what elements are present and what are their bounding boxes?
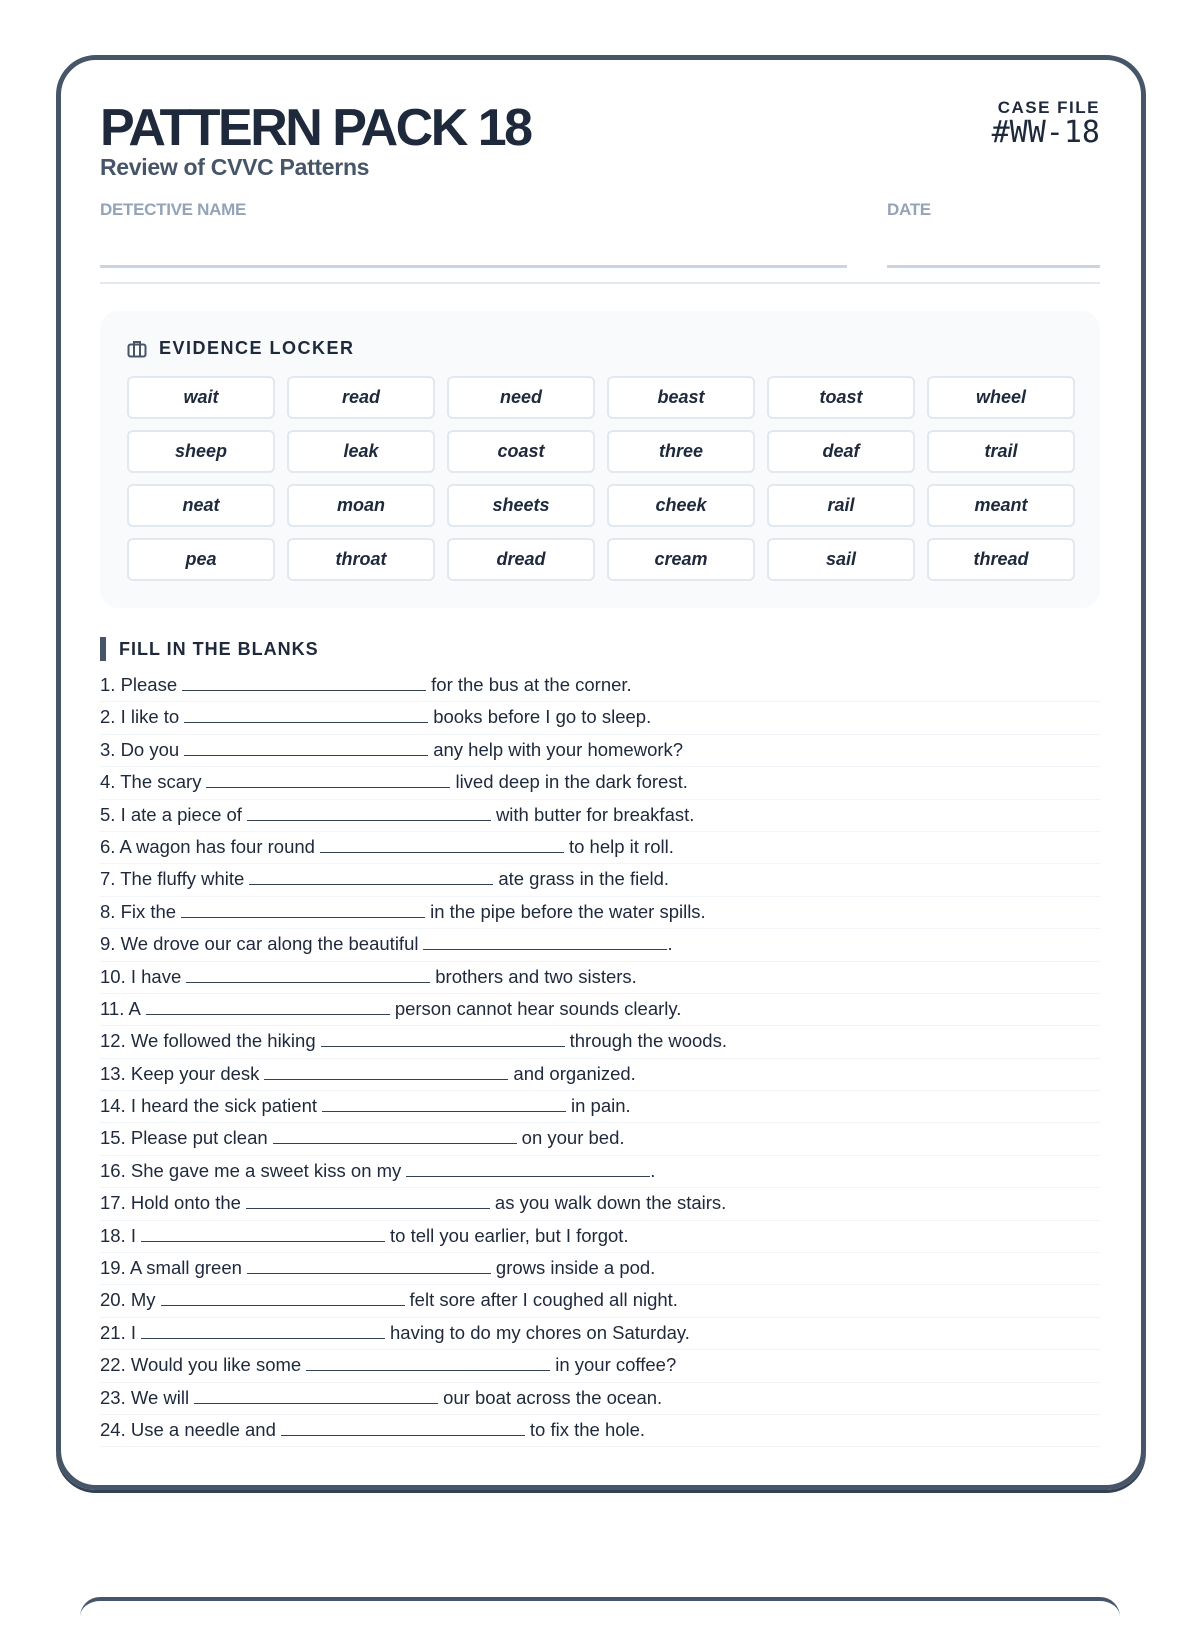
sentence-row bbox=[100, 767, 1100, 799]
word-card: meant bbox=[927, 484, 1075, 527]
sentence-start: 8. Fix the bbox=[100, 900, 177, 922]
sentence-row bbox=[100, 832, 1100, 864]
fill-in-blanks-heading bbox=[100, 637, 319, 661]
sentence-end: with butter for breakfast. bbox=[495, 803, 695, 825]
sentence-end: in pain. bbox=[571, 1095, 631, 1117]
heading-bar bbox=[100, 637, 106, 661]
case-file-number: #WW-18 bbox=[991, 115, 1100, 150]
sentence-start: 9. We drove our car along the beautiful bbox=[100, 933, 419, 955]
sentence-row bbox=[100, 1188, 1100, 1220]
sentence-row bbox=[100, 1285, 1100, 1317]
sentence-end: to tell you earlier, but I forgot. bbox=[390, 1224, 629, 1246]
word-card: wait bbox=[127, 376, 275, 419]
sentence-row bbox=[100, 1026, 1100, 1058]
sentence-row bbox=[100, 1350, 1100, 1382]
sentence-end: to help it roll. bbox=[568, 835, 674, 857]
sentence-end: . bbox=[650, 1159, 656, 1181]
sentence-end: any help with your homework? bbox=[433, 738, 684, 760]
sentence-end: ate grass in the field. bbox=[498, 868, 670, 890]
sentence-row bbox=[100, 702, 1100, 734]
answer-blank[interactable] bbox=[406, 1159, 650, 1177]
sentence-row bbox=[100, 1091, 1100, 1123]
sentence-start: 12. We followed the hiking bbox=[100, 1030, 316, 1052]
sentence-start: 16. She gave me a sweet kiss on my bbox=[100, 1159, 402, 1181]
word-card: toast bbox=[767, 376, 915, 419]
answer-blank[interactable] bbox=[194, 1386, 438, 1404]
word-card: dread bbox=[447, 538, 595, 581]
answer-blank[interactable] bbox=[184, 738, 428, 756]
sentence-start: 21. I bbox=[100, 1321, 136, 1343]
answer-blank[interactable] bbox=[146, 997, 390, 1015]
answer-blank[interactable] bbox=[186, 965, 430, 983]
answer-blank[interactable] bbox=[322, 1094, 566, 1112]
word-card: throat bbox=[287, 538, 435, 581]
sentence-end: our boat across the ocean. bbox=[443, 1386, 663, 1408]
sentence-end: having to do my chores on Saturday. bbox=[390, 1321, 690, 1343]
word-card: leak bbox=[287, 430, 435, 473]
sentence-row bbox=[100, 1253, 1100, 1285]
answer-blank[interactable] bbox=[273, 1126, 517, 1144]
sentence-end: books before I go to sleep. bbox=[433, 706, 652, 728]
sentence-row bbox=[100, 962, 1100, 994]
sentence-row bbox=[100, 670, 1100, 702]
word-card: cream bbox=[607, 538, 755, 581]
answer-blank[interactable] bbox=[306, 1353, 550, 1371]
word-card: neat bbox=[127, 484, 275, 527]
word-card: pea bbox=[127, 538, 275, 581]
sentence-row bbox=[100, 1059, 1100, 1091]
answer-blank[interactable] bbox=[182, 673, 426, 691]
answer-blank[interactable] bbox=[423, 932, 667, 950]
sentence-end: in the pipe before the water spills. bbox=[430, 900, 706, 922]
date-field[interactable] bbox=[887, 265, 1100, 268]
answer-blank[interactable] bbox=[247, 1256, 491, 1274]
answer-blank[interactable] bbox=[249, 867, 493, 885]
sentence-row bbox=[100, 994, 1100, 1026]
sentence-end: person cannot hear sounds clearly. bbox=[394, 997, 682, 1019]
sentence-row bbox=[100, 735, 1100, 767]
sentence-row bbox=[100, 1156, 1100, 1188]
answer-blank[interactable] bbox=[141, 1224, 385, 1242]
answer-blank[interactable] bbox=[181, 900, 425, 918]
sentence-start: 22. Would you like some bbox=[100, 1354, 302, 1376]
word-card: trail bbox=[927, 430, 1075, 473]
sentence-row bbox=[100, 864, 1100, 896]
divider bbox=[100, 282, 1100, 284]
answer-blank[interactable] bbox=[264, 1062, 508, 1080]
evidence-locker bbox=[100, 311, 1100, 608]
next-worksheet-card bbox=[80, 1597, 1120, 1641]
sentence-start: 15. Please put clean bbox=[100, 1127, 268, 1149]
sentence-start: 5. I ate a piece of bbox=[100, 803, 242, 825]
sentence-end: through the woods. bbox=[569, 1030, 727, 1052]
sentence-row bbox=[100, 800, 1100, 832]
evidence-locker-title: EVIDENCE LOCKER bbox=[159, 338, 355, 358]
sentence-end: . bbox=[667, 933, 673, 955]
sentence-start: 7. The fluffy white bbox=[100, 868, 245, 890]
word-card: rail bbox=[767, 484, 915, 527]
word-card: sheep bbox=[127, 430, 275, 473]
answer-blank[interactable] bbox=[247, 803, 491, 821]
sentence-start: 18. I bbox=[100, 1224, 136, 1246]
page-subtitle: Review of CVVC Patterns bbox=[100, 154, 370, 180]
sentence-start: 1. Please bbox=[100, 674, 178, 695]
word-card: beast bbox=[607, 376, 755, 419]
sentence-end: lived deep in the dark forest. bbox=[455, 771, 688, 793]
sentence-start: 13. Keep your desk bbox=[100, 1062, 260, 1084]
sentence-end: in your coffee? bbox=[555, 1354, 677, 1376]
word-card: deaf bbox=[767, 430, 915, 473]
word-card: sail bbox=[767, 538, 915, 581]
sentence-end: brothers and two sisters. bbox=[435, 965, 637, 987]
answer-blank[interactable] bbox=[161, 1288, 405, 1306]
page-title: PATTERN PACK 18 bbox=[100, 99, 531, 157]
word-card: coast bbox=[447, 430, 595, 473]
sentence-end: felt sore after I coughed all night. bbox=[409, 1289, 678, 1311]
word-card: need bbox=[447, 376, 595, 419]
sentence-start: 10. I have bbox=[100, 965, 182, 987]
word-card: wheel bbox=[927, 376, 1075, 419]
word-card: read bbox=[287, 376, 435, 419]
sentence-start: 4. The scary bbox=[100, 771, 202, 793]
word-bank bbox=[127, 376, 1075, 581]
sentence-start: 20. My bbox=[100, 1289, 156, 1311]
fill-in-blanks-title: FILL IN THE BLANKS bbox=[119, 638, 319, 659]
sentence-start: 14. I heard the sick patient bbox=[100, 1095, 317, 1117]
sentence-end: to fix the hole. bbox=[529, 1418, 646, 1440]
word-card: sheets bbox=[447, 484, 595, 527]
answer-blank[interactable] bbox=[281, 1418, 525, 1436]
case-file-label: CASE FILE bbox=[997, 98, 1100, 117]
sentence-start: 23. We will bbox=[100, 1386, 190, 1408]
case-file bbox=[992, 98, 1100, 148]
word-card: moan bbox=[287, 484, 435, 527]
sentence-row bbox=[100, 1123, 1100, 1155]
sentence-list bbox=[100, 670, 1100, 1447]
sentence-start: 6. A wagon has four round bbox=[100, 835, 315, 857]
sentence-end: for the bus at the corner. bbox=[431, 674, 632, 695]
answer-blank[interactable] bbox=[206, 770, 450, 788]
detective-name-label: DETECTIVE NAME bbox=[100, 200, 246, 219]
sentence-row bbox=[100, 1318, 1100, 1350]
word-card: thread bbox=[927, 538, 1075, 581]
sentence-end: as you walk down the stairs. bbox=[494, 1192, 727, 1214]
sentence-row bbox=[100, 897, 1100, 929]
sentence-end: on your bed. bbox=[521, 1127, 625, 1149]
sentence-row bbox=[100, 1383, 1100, 1415]
briefcase-icon bbox=[127, 340, 147, 358]
sentence-start: 3. Do you bbox=[100, 738, 180, 760]
sentence-start: 2. I like to bbox=[100, 706, 180, 728]
sentence-end: grows inside a pod. bbox=[495, 1257, 656, 1279]
sentence-row bbox=[100, 1415, 1100, 1447]
sentence-start: 19. A small green bbox=[100, 1257, 242, 1279]
detective-name-field[interactable] bbox=[100, 265, 847, 268]
answer-blank[interactable] bbox=[320, 835, 564, 853]
word-card: cheek bbox=[607, 484, 755, 527]
answer-blank[interactable] bbox=[246, 1191, 490, 1209]
sentence-start: 11. A bbox=[100, 997, 141, 1019]
answer-blank[interactable] bbox=[321, 1029, 565, 1047]
answer-blank[interactable] bbox=[184, 705, 428, 723]
sentence-end: and organized. bbox=[513, 1062, 636, 1084]
sentence-start: 17. Hold onto the bbox=[100, 1192, 241, 1214]
sentence-start: 24. Use a needle and bbox=[100, 1418, 276, 1440]
word-card: three bbox=[607, 430, 755, 473]
sentence-row bbox=[100, 929, 1100, 961]
date-label: DATE bbox=[887, 200, 931, 219]
sentence-row bbox=[100, 1221, 1100, 1253]
answer-blank[interactable] bbox=[141, 1321, 385, 1339]
